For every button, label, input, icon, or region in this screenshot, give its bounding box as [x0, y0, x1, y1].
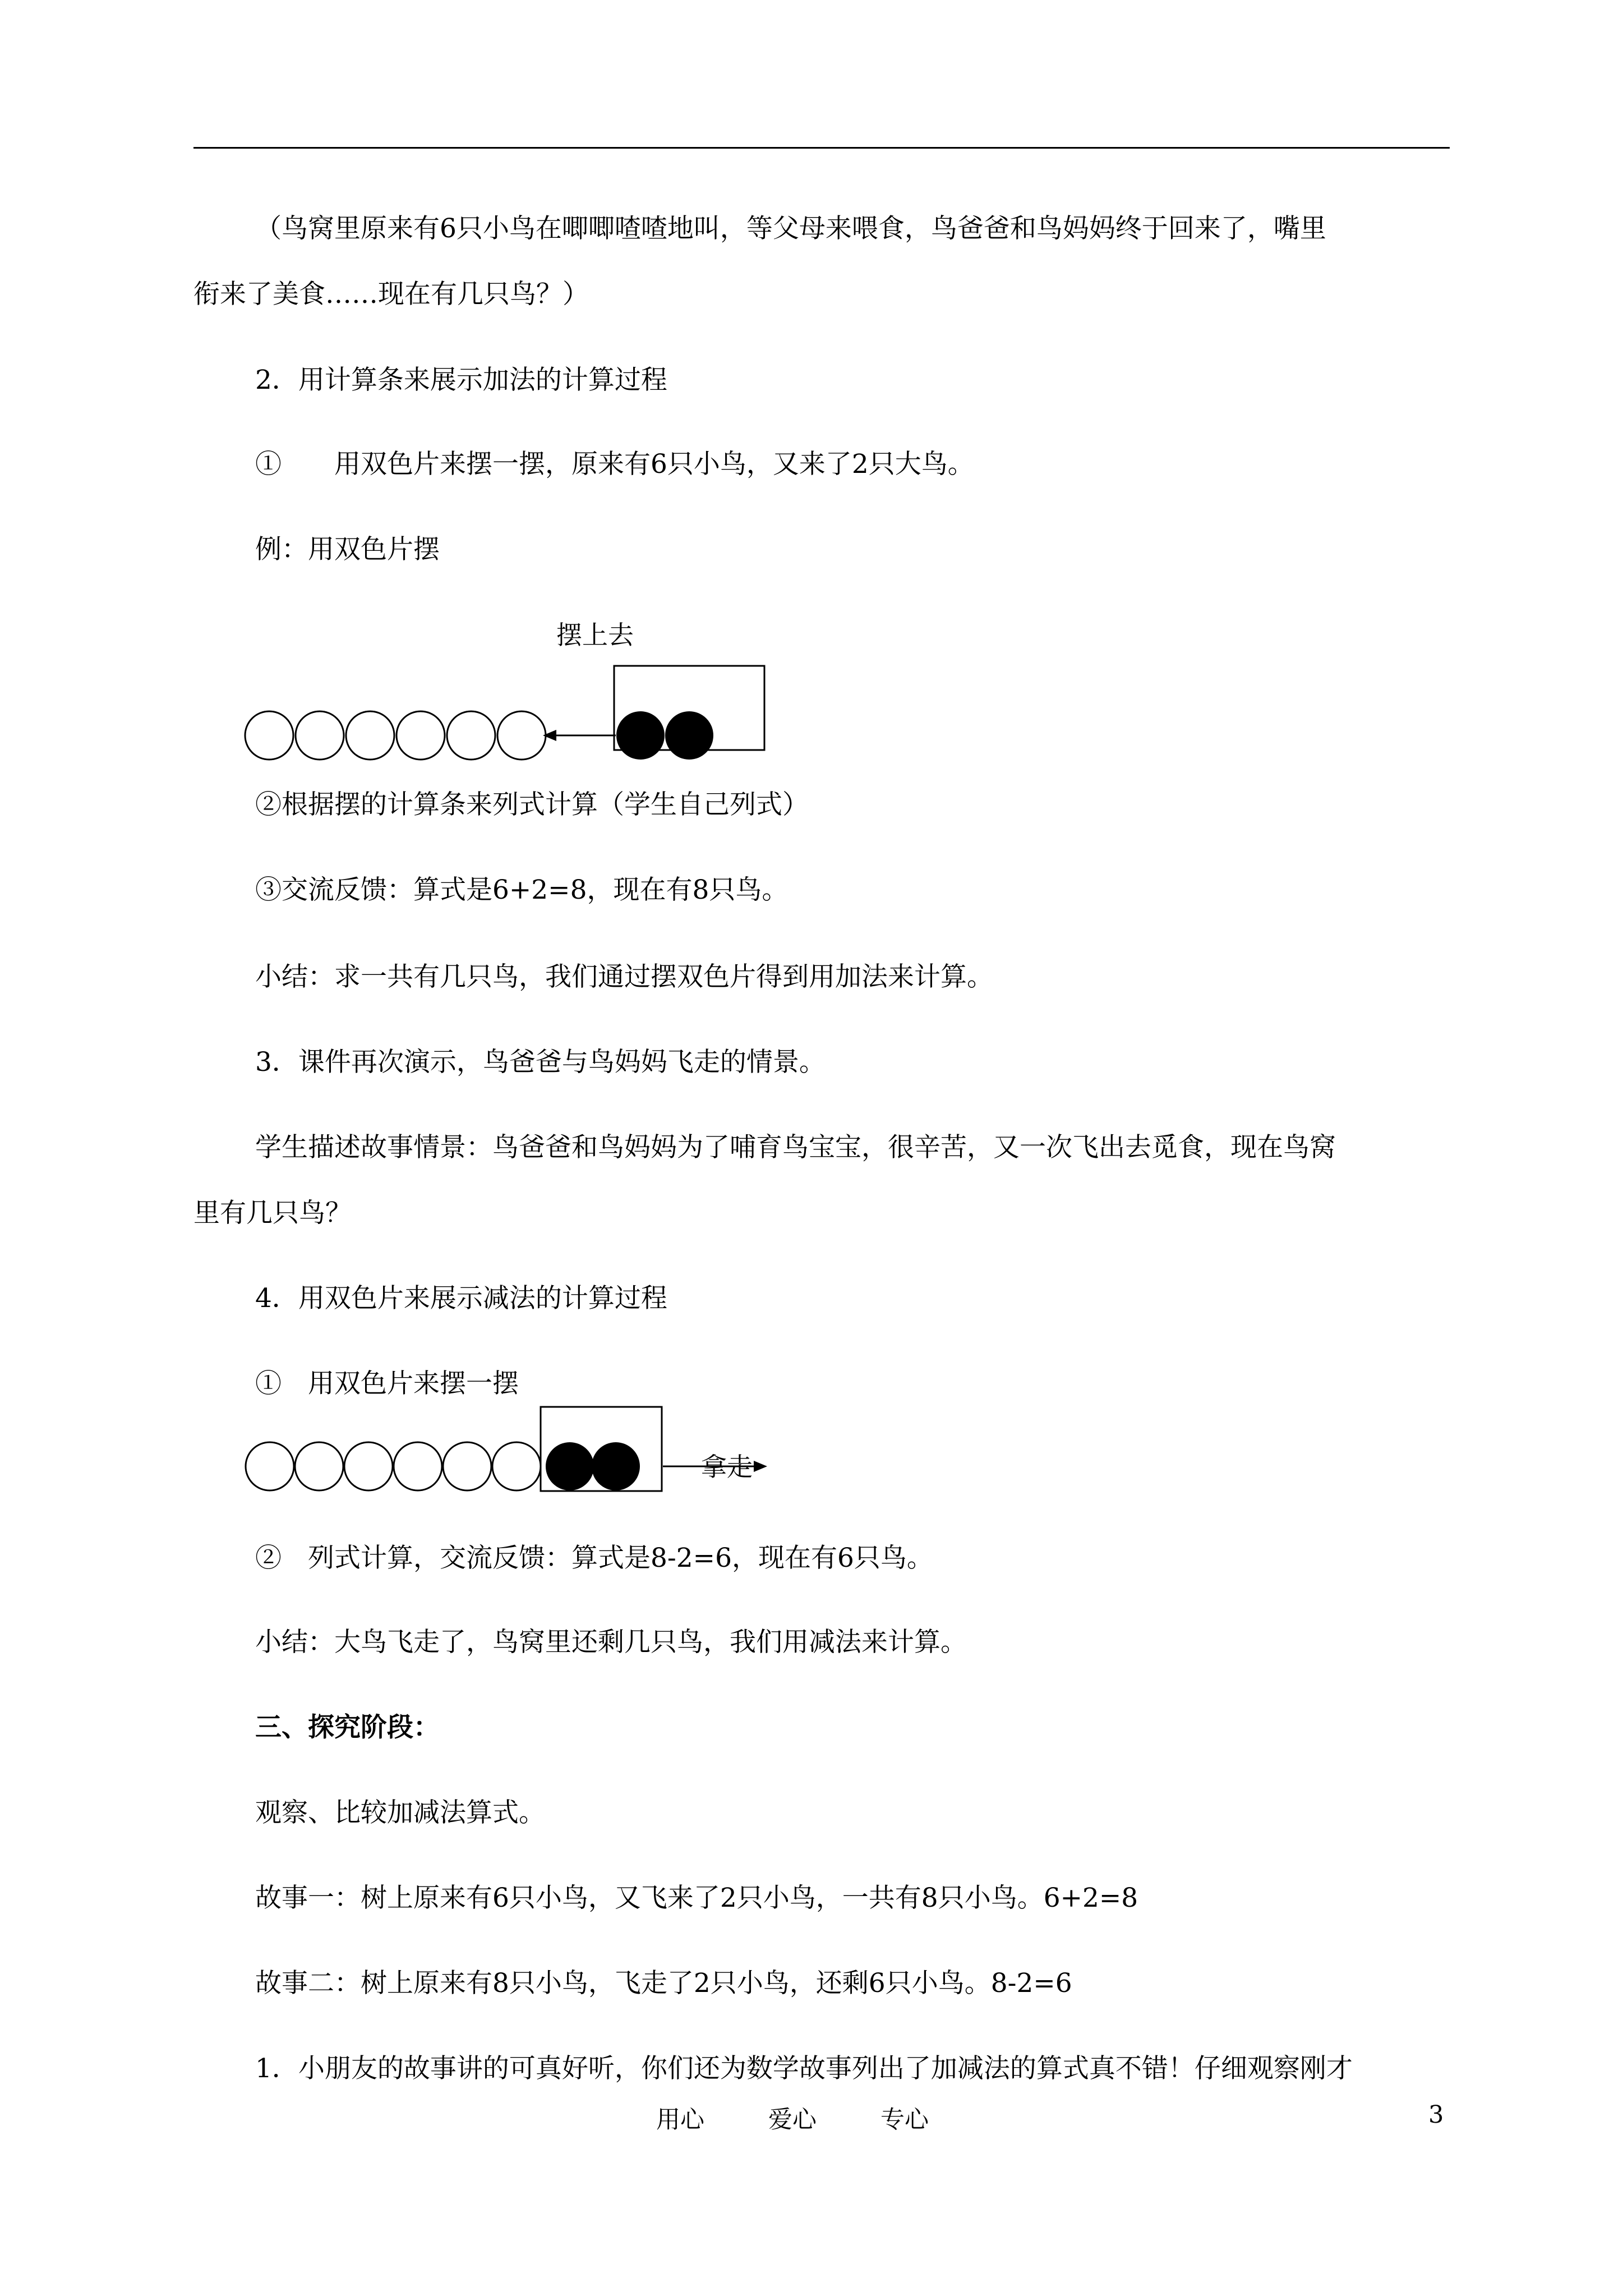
step-2-item-1: ① 用双色片来摆一摆，原来有6只小鸟，又来了2只大鸟。: [255, 449, 974, 480]
white-counter: [296, 711, 344, 760]
white-counter: [396, 711, 445, 760]
step-4-item-1: ① 用双色片来摆一摆: [255, 1368, 519, 1399]
white-counter: [394, 1442, 442, 1490]
subtraction-counter-diagram: [236, 1397, 774, 1503]
step-3-heading: 3．课件再次演示，鸟爸爸与鸟妈妈飞走的情景。: [255, 1047, 826, 1078]
white-counter: [492, 1442, 541, 1490]
header-rule: [193, 147, 1450, 149]
black-counter: [665, 711, 713, 760]
diagram-label-place: 摆上去: [556, 620, 634, 650]
black-counter: [592, 1442, 640, 1490]
page-number: 3: [1428, 2101, 1444, 2129]
story-two: 故事二：树上原来有8只小鸟，飞走了2只小鸟，还剩6只小鸟。8-2=6: [255, 1968, 1072, 1999]
paragraph-scene-line2: 里有几只鸟？: [193, 1198, 352, 1228]
white-counter: [346, 711, 394, 760]
white-counter: [246, 1442, 294, 1490]
step-2-heading: 2．用计算条来展示加法的计算过程: [255, 365, 667, 395]
step-4-item-2: ② 列式计算，交流反馈：算式是8-2=6，现在有6只鸟。: [255, 1543, 933, 1573]
example-label: 例：用双色片摆: [255, 534, 440, 565]
observe-compare: 观察、比较加减法算式。: [255, 1797, 545, 1828]
black-counter: [616, 711, 665, 760]
paragraph-story-line1: （鸟窝里原来有6只小鸟在唧唧喳喳地叫，等父母来喂食，鸟爸爸和鸟妈妈终于回来了，嘴里: [255, 213, 1326, 244]
white-counter: [245, 711, 293, 760]
white-counter: [443, 1442, 491, 1490]
white-counter: [295, 1442, 343, 1490]
step-4-heading: 4．用双色片来展示减法的计算过程: [255, 1283, 667, 1314]
diagram-label-take-away: 拿走: [701, 1452, 753, 1482]
addition-counter-diagram: [236, 617, 774, 763]
footer-motto-3: 专心: [880, 2106, 929, 2134]
arrow-head: [754, 1461, 767, 1472]
section-3-heading: 三、探究阶段：: [255, 1712, 440, 1743]
white-counter: [447, 711, 495, 760]
step-2-item-3: ③交流反馈：算式是6+2=8，现在有8只鸟。: [255, 875, 789, 905]
footer-motto-1: 用心: [656, 2106, 704, 2134]
footer-motto-2: 爱心: [768, 2106, 817, 2134]
paragraph-scene-line1: 学生描述故事情景：鸟爸爸和鸟妈妈为了哺育鸟宝宝，很辛苦，又一次飞出去觅食，现在鸟窝: [255, 1132, 1336, 1163]
step-2-item-2: ②根据摆的计算条来列式计算（学生自己列式）: [255, 789, 809, 820]
paragraph-story-line2: 衔来了美食……现在有几只鸟？）: [193, 279, 589, 310]
black-counter: [546, 1442, 594, 1490]
summary-subtraction: 小结：大鸟飞走了，鸟窝里还剩几只鸟，我们用减法来计算。: [255, 1627, 967, 1658]
step-1-praise: 1．小朋友的故事讲的可真好听，你们还为数学故事列出了加减法的算式真不错！仔细观察刚才: [255, 2053, 1353, 2084]
white-counter: [497, 711, 546, 760]
summary-addition: 小结：求一共有几只鸟，我们通过摆双色片得到用加法来计算。: [255, 961, 993, 992]
story-one: 故事一：树上原来有6只小鸟，又飞来了2只小鸟，一共有8只小鸟。6+2=8: [255, 1883, 1138, 1913]
white-counter: [344, 1442, 393, 1490]
